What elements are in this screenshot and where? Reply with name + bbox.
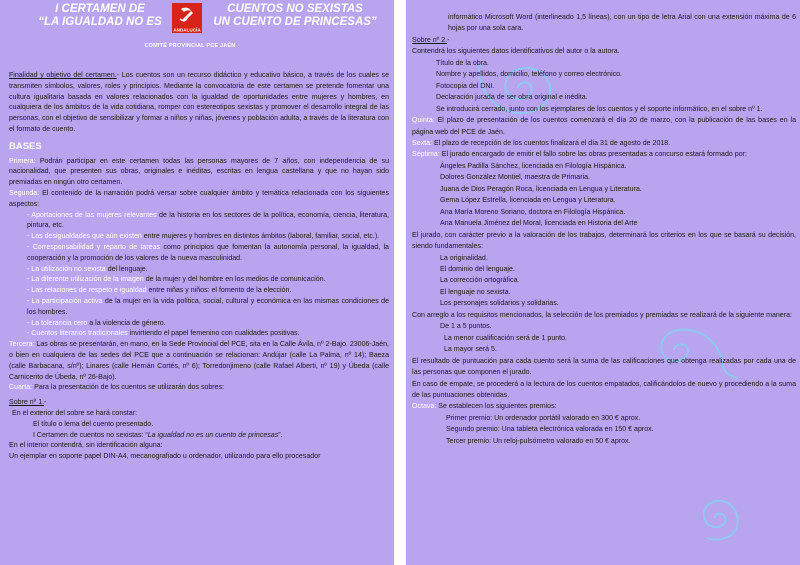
cuarta-paragraph bbox=[9, 383, 389, 394]
aspect-item bbox=[9, 286, 389, 297]
certamen-line bbox=[9, 431, 389, 442]
finalidad-text: - Los cuentos son un recurso didáctico y educativo básico, a través de los cuales se transmiten símbolos, valores, roles y principios. Mediante la convocatoria de este certamen se pretende fomentar una cultura igualitaria basada en valores relacionados con la igualdad de oportunidades entre mujeres y hombres, en cualquiera de los ámbitos de la vida cotidiana, romper con estereotipos sexistas y promover el desarrollo integral de las personas, con el objetivo de sensibilizar y formar a niños y niñas, jóvenes y población adulta, a través de la literatura con el formato de cuento. bbox=[9, 72, 389, 133]
criterio-item: Los personajes solidarios y solidarias. bbox=[440, 300, 559, 308]
criterio-item: El dominio del lenguaje. bbox=[440, 265, 515, 273]
puntuacion-item: La menor cualificación será de 1 punto. bbox=[444, 334, 568, 342]
segunda-paragraph bbox=[9, 189, 389, 211]
title-left bbox=[30, 3, 170, 29]
contendra-line: Contendrá los siguientes datos identificativos del autor o la autora. bbox=[412, 48, 620, 56]
aspect-highlight: - Aportaciones de las mujeres relevantes bbox=[27, 211, 157, 219]
resultado-paragraph: El resultado de puntuación para cada cuento será la suma de las calificaciones que obtenga realizadas por cada una de las personas que componen el jurado. bbox=[412, 357, 796, 377]
aspect-text: invirtiendo el papel femenino con cualidades positivas. bbox=[127, 330, 300, 338]
dato-item: Declaración jurada de ser obra original e inédita. bbox=[436, 94, 588, 102]
aspect-text: de la mujer en la vida política, social, cultural y económica en las mismas condiciones de los hombres. bbox=[27, 297, 389, 316]
criterio-item: El lenguaje no sexista. bbox=[440, 288, 511, 296]
right-panel bbox=[406, 0, 800, 565]
criterio-item: La corrección ortográfica. bbox=[440, 277, 520, 285]
certamen-suffix: ”. bbox=[278, 431, 283, 439]
comite-label: COMITÉ PROVINCIAL PCE JAÉN bbox=[144, 43, 236, 49]
title-left-line1: I CERTAMEN DE bbox=[55, 3, 145, 15]
jurado-member: Ángeles Padilla Sánchez, licenciada en Filología Hispánica. bbox=[440, 162, 627, 170]
premio-item: Tercer premio: Un reloj-pulsómetro valorado en 50 € aprox. bbox=[446, 437, 631, 445]
aspect-item bbox=[9, 297, 389, 319]
aspect-text: de la mujer y del hombre en los medios de comunicación. bbox=[143, 276, 326, 284]
dato-item: Se introducirá cerrado, junto con los ejemplares de los cuentos y el soporte informático, en el sobre nº 1. bbox=[436, 105, 763, 113]
title-right bbox=[205, 3, 385, 29]
aspect-highlight: - La utilización no sexista bbox=[27, 265, 106, 273]
finalidad-label: Finalidad y objetivo del certamen. bbox=[9, 72, 117, 79]
left-panel bbox=[0, 0, 394, 565]
dato-item: Fotocopia del DNI. bbox=[436, 82, 495, 90]
segunda-label: Segunda: bbox=[9, 189, 40, 197]
sexta-text: El plazo de recepción de los cuentos finalizará el día 31 de agosto de 2018. bbox=[431, 139, 671, 147]
title-left-line2: “LA IGUALDAD NO ES bbox=[38, 16, 162, 28]
septima-label: Séptima: bbox=[412, 151, 440, 159]
primera-label: Primera: bbox=[9, 157, 36, 165]
aspect-text: de la historia en los sectores de la política, economía, ciencia, literatura, pintura, etc. bbox=[27, 211, 389, 230]
finalidad-paragraph bbox=[9, 71, 389, 136]
sobre1-heading bbox=[9, 398, 389, 409]
titulo-lema-line: El título o lema del cuento presentado. bbox=[33, 420, 154, 428]
tercera-paragraph bbox=[9, 340, 389, 383]
aspect-highlight: - Las desigualdades que aún existen bbox=[27, 233, 142, 241]
empate-paragraph: En caso de empate, se procederá a la lectura de los cuentos empatados, calificándolos de nuevo y procediendo a la suma de las puntuaciones obtenidas. bbox=[412, 380, 796, 399]
jurado-paragraph: El jurado, con carácter previo a la valoración de los trabajos, determinará los criterios en los que se basará su decisión, siendo fundamentales: bbox=[412, 231, 796, 251]
certamen-prefix: I Certamen de cuentos no sexistas: “ bbox=[33, 431, 148, 439]
aspect-text: entre niñas y niños: el fomento de la elección. bbox=[146, 287, 292, 295]
jurado-member: Gema López Estrella, licenciada en Lengua y Literatura. bbox=[440, 197, 616, 205]
tercera-text: Las obras se presentarán, en mano, en la Sede Provincial del PCE, sita en la Calle Ávila, nº 2-Bajo. 23006-Jaén, o bien en cualquiera de las sedes del PCE que a continuación se relacionan: Andújar (calle La Palma, nº 14); Baeza (calle Barbacana, s/nº); Linares (calle Hernán Cortés, nº 6); Torredonjimeno (calle Rafael Alberti, nº 19) y Úbeda (calle Carnicerito de Úbeda, nº 26-Bajo). bbox=[9, 341, 389, 381]
dato-item: Nombre y apellidos, domicilio, teléfono y correo electrónico. bbox=[436, 71, 623, 79]
sobre2-dash: - bbox=[447, 36, 450, 44]
septima-paragraph bbox=[412, 149, 796, 160]
aspect-item bbox=[9, 243, 389, 265]
quinta-label: Quinta: bbox=[412, 117, 435, 125]
swirl-icon bbox=[681, 486, 751, 546]
exterior-line: En el exterior del sobre se hará constar: bbox=[12, 409, 137, 417]
title-right-line2: UN CUENTO DE PRINCESAS” bbox=[213, 16, 377, 28]
puntuacion-item: De 1 a 5 puntos. bbox=[440, 323, 492, 331]
quinta-paragraph bbox=[412, 115, 796, 138]
word-line: informático Microsoft Word (interlineado 1,5 líneas), con un tipo de letra Arial con una extensión máxima de 6 hojas por una sola cara. bbox=[448, 14, 796, 33]
certamen-italic: La igualdad no es un cuento de princesas bbox=[147, 431, 279, 439]
octava-label: Octava: bbox=[412, 403, 437, 411]
jurado-member: Dolores González Montiel, maestra de Primaria. bbox=[440, 174, 591, 182]
octava-paragraph bbox=[412, 401, 796, 412]
aspect-highlight: - Las relaciones de respeto e igualdad bbox=[27, 287, 147, 295]
primera-text: Podrán participar en este certamen todas las personas mayores de 7 años, con independencia de su nacionalidad, que presenten sus obras, originales e inéditas, escritas en lengua castellana y que no hayan sido premiadas en ningún otro certamen. bbox=[9, 157, 389, 187]
criterio-item: La originalidad. bbox=[440, 254, 488, 262]
puntuacion-item: La mayor será 5. bbox=[444, 346, 497, 354]
aspect-item bbox=[9, 232, 389, 243]
aspect-text: como principios que fomentan la autonomía personal, la igualdad, la cooperación y la promoción de los valores de la nueva masculinidad. bbox=[27, 243, 389, 262]
logo-text: ANDALUCÍA bbox=[173, 27, 201, 33]
sobre2-label: Sobre nº 2. bbox=[412, 36, 448, 44]
sexta-paragraph bbox=[412, 138, 796, 149]
aspect-item bbox=[9, 275, 389, 286]
left-body bbox=[9, 71, 389, 463]
title-right-line1: CUENTOS NO SEXISTAS bbox=[227, 3, 363, 15]
sexta-label: Sexta: bbox=[412, 139, 432, 147]
aspect-highlight: - Corresponsabilidad y reparto de tareas bbox=[27, 243, 161, 251]
arreglo-paragraph: Con arreglo a los requisitos mencionados, la selección de los premiados y premiadas se realizará de la siguiente manera: bbox=[412, 311, 792, 319]
cuarta-text: Para la presentación de los cuentos se utilizarán dos sobres: bbox=[32, 384, 225, 392]
jurado-member: Juana de Dios Peragón Roca, licenciada en Lengua y Literatura. bbox=[440, 185, 642, 193]
jurado-member: Ana María Moreno Soriano, doctora en Filología Hispánica. bbox=[440, 208, 626, 216]
octava-text: Se establecen los siguientes premios: bbox=[436, 403, 557, 411]
aspect-item bbox=[9, 211, 389, 233]
tercera-label: Tercera: bbox=[9, 341, 35, 349]
sobre2-heading bbox=[412, 35, 796, 46]
aspect-item bbox=[9, 329, 389, 340]
premio-item: Primer premio: Un ordenador portátil valorado en 300 € aprox. bbox=[446, 414, 641, 422]
primera-paragraph bbox=[9, 157, 389, 189]
aspect-text: entre mujeres y hombres en distintos ámbitos (laboral, familiar, social, etc.). bbox=[141, 233, 380, 241]
aspect-highlight: - La diferente utilización de la imagen bbox=[27, 276, 144, 284]
jurado-member: Ana Manuela Jiménez del Moral, licenciada en Historia del Arte bbox=[440, 220, 638, 228]
dato-item: Título de la obra. bbox=[436, 59, 489, 67]
aspect-highlight: - La participación activa bbox=[27, 297, 103, 305]
aspect-highlight: - Cuentos literarios tradicionales bbox=[27, 330, 128, 338]
septima-text: El jurado encargado de emitir el fallo sobre las obras presentadas a concurso estará formado por: bbox=[439, 151, 747, 159]
ejemplar-line: Un ejemplar en soporte papel DIN-A4, mecanografiado u ordenador, utilizando para ello procesador bbox=[9, 453, 321, 461]
sobre1-label: Sobre nº 1. bbox=[9, 399, 45, 407]
aspect-text: del lenguaje. bbox=[105, 265, 148, 273]
premio-item: Segundo premio: Una tableta electrónica valorada en 150 € aprox. bbox=[446, 426, 654, 434]
cuarta-label: Cuarta: bbox=[9, 384, 33, 392]
bases-heading: BASES bbox=[9, 140, 42, 152]
right-body bbox=[412, 12, 796, 447]
aspect-item bbox=[9, 265, 389, 276]
pce-logo-icon bbox=[172, 3, 202, 33]
sobre1-dash: - bbox=[44, 399, 47, 407]
aspect-item bbox=[9, 319, 389, 330]
quinta-text: El plazo de presentación de los cuentos comenzará el día 20 de marzo, con la publicación de las bases en la página web del PCE de Jaén. bbox=[412, 117, 796, 136]
center-gutter bbox=[394, 0, 406, 565]
segunda-text: El contenido de la narración podrá versar sobre cualquier ámbito y temática relacionada con los siguientes aspectos: bbox=[9, 189, 389, 208]
aspect-text: a la violencia de género. bbox=[87, 319, 166, 327]
aspect-highlight: - La tolerancia cero bbox=[27, 319, 88, 327]
interior-line: En el interior contendrá, sin identificación alguna: bbox=[9, 442, 163, 450]
